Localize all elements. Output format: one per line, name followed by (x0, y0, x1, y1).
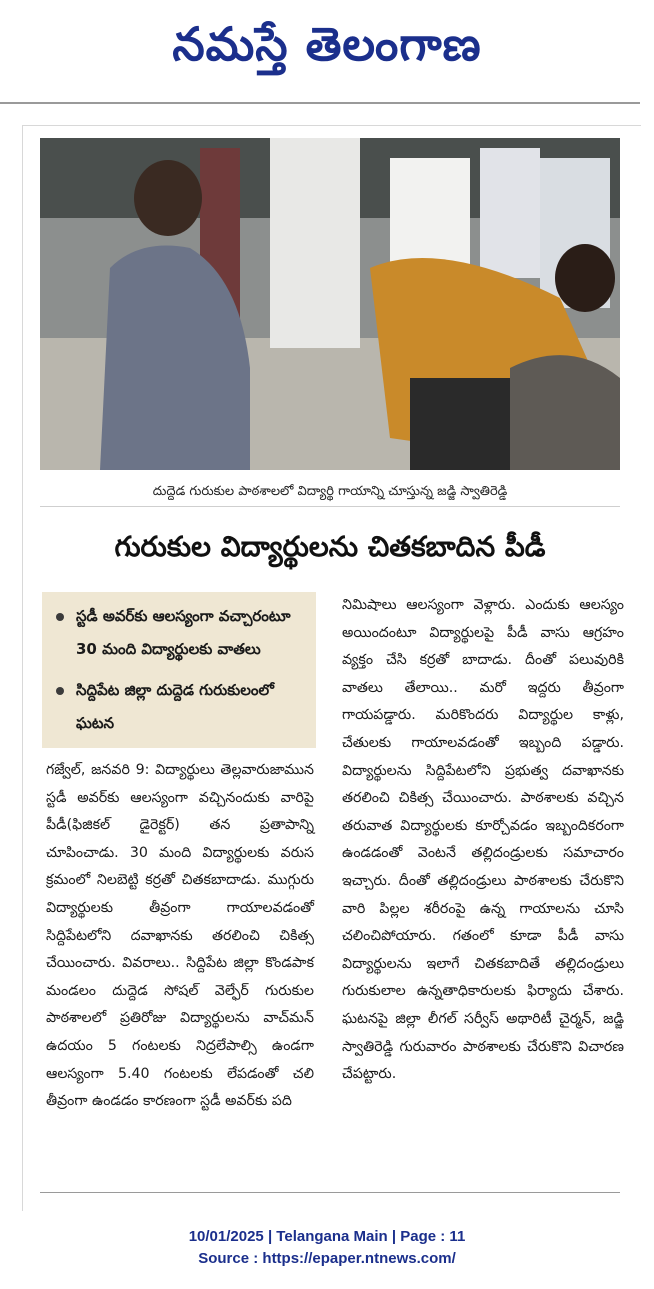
highlight-text: సిద్దిపేట జిల్లా దుద్దెడ గురుకులంలో ఘటన (76, 681, 274, 732)
edition-info: 10/01/2025 | Telangana Main | Page : 11 (188, 1228, 466, 1245)
article-body-left-column (46, 757, 314, 1116)
highlights-box (42, 592, 316, 748)
highlight-item (48, 674, 306, 740)
bullet-icon (56, 613, 64, 621)
highlight-item (48, 600, 306, 666)
bullet-icon (56, 687, 64, 695)
article-bottom-divider (40, 1192, 620, 1193)
article-paragraph: నిమిషాలు ఆలస్యంగా వెళ్లారు. ఎందుకు ఆలస్యం అయిందంటూ విద్యార్థులపై పీడీ వాసు ఆగ్రహం వ్యక్తం చేసి కర్రతో బాదాడు. దీంతో పలువురికి వాతలు తేలాయి.. మరో ఇద్దరు తీవ్రంగా గాయపడ్డారు. మరికొందరు విద్యార్థుల కాళ్లు, చేతులకు గాయాలవడంతో ఇబ్బంది పడ్డారు. విద్యార్థులను సిద్దిపేటలోని ప్రభుత్వ దవాఖానకు తరలించి చికిత్స చేయించారు. పాఠశాలకు వచ్చిన తరువాత విద్యార్థులకు కూర్చోవడం ఇబ్బందికరంగా ఉండడంతో వెంటనే తల్లిదండ్రులకు సమాచారం ఇచ్చారు. దీంతో తల్లిదండ్రులు పాఠశాలకు చేరుకొని వారి పిల్లల శరీరంపై ఉన్న గాయాలను చూసి చలించిపోయారు. గతంలో కూడా పీడీ వాసు విద్యార్థులను ఇలాగే చితకబాదితే తల్లిదండ్రులు గురుకులాల ఉన్నతాధికారులకు ఫిర్యాదు చేశారు. ఘటనపై జిల్లా లీగల్ సర్వీస్ అథారిటీ చైర్మన్, జడ్జి స్వాతిరెడ్డి గురువారం పాఠశాలకు చేరుకొని విచారణ చేపట్టారు. (342, 597, 624, 1083)
masthead (0, 0, 654, 100)
article-body-right-column (342, 592, 624, 1089)
masthead-divider (0, 102, 640, 104)
article-paragraph: గజ్వేల్, జనవరి 9: విద్యార్థులు తెల్లవారుజామున స్టడీ అవర్‌కు ఆలస్యంగా వచ్చినందుకు వారిపై పీడీ(ఫిజికల్ డైరెక్టర్) తన ప్రతాపాన్ని చూపించాడు. 30 మంది విద్యార్థులకు వరుస క్రమంలో నిలబెట్టి కర్రతో చితకబాదాడు. ముగ్గురు విద్యార్థులకు తీవ్రంగా గాయాలవడంతో సిద్దిపేటలోని దవాఖానకు తరలించి చికిత్స చేయించారు. వివరాలు.. సిద్దిపేట జిల్లా కొండపాక మండలం దుద్దెడ సోషల్ వెల్ఫేర్ గురుకుల పాఠశాలలో ప్రతిరోజు విద్యార్థులను వాచ్‌మన్ ఉదయం 5 గంటలకు నిద్రలేపాల్సి ఉండగా ఆలస్యంగా 5.40 గంటలకు లేపడంతో చలి తీవ్రంగా ఉండడం కారణంగా స్టడీ అవర్‌కు పది (46, 762, 314, 1110)
newspaper-title: నమస్తే తెలంగాణ (172, 17, 482, 71)
highlight-text: స్టడీ అవర్‌కు ఆలస్యంగా వచ్చారంటూ 30 మంది విద్యార్థులకు వాతలు (76, 607, 291, 658)
news-photo-illustration (40, 138, 620, 470)
article-headline: గురుకుల విద్యార్థులను చితకబాదిన పీడీ (114, 530, 546, 563)
news-photo (40, 138, 620, 470)
source-link[interactable]: Source : https://epaper.ntnews.com/ (198, 1250, 456, 1267)
photo-caption: దుద్దెడ గురుకుల పాఠశాలలో విద్యార్థి గాయాన్ని చూస్తున్న జడ్జి స్వాతిరెడ్డి (40, 478, 620, 507)
page-footer (0, 1226, 654, 1270)
